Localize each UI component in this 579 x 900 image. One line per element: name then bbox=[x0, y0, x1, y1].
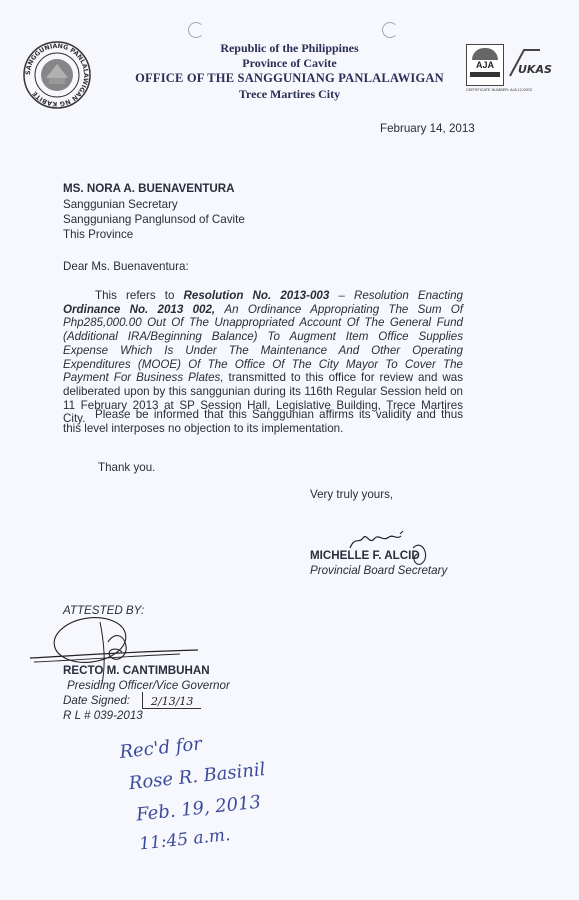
header-city: Trece Martires City bbox=[238, 87, 341, 101]
salutation: Dear Ms. Buenaventura: bbox=[63, 260, 189, 273]
ordinance-title: An Ordinance Appropriating The Sum Of Php285,000.00 Out Of The Unappropriated Account Of The General Fund (Additional IRA/Beginning Balance) To Augment Item Office Supplies Expense Which Is Under The Maintenance And Other Operating Expenditures (MOOE) Of The Office Of The City Mayor To Cover The Payment For Business Plates, bbox=[63, 302, 463, 385]
svg-text:SANGGUNIANG PANLALAWIGAN NG KA: SANGGUNIANG PANLALAWIGAN NG KABITE bbox=[24, 42, 90, 108]
attested-label: ATTESTED BY: bbox=[63, 604, 145, 617]
svg-text:UKAS: UKAS bbox=[518, 63, 552, 76]
recipient-name: MS. NORA A. BUENAVENTURA bbox=[63, 182, 235, 195]
ordinance-number: Ordinance No. 2013 002, bbox=[63, 302, 216, 316]
aja-logo: AJA bbox=[466, 44, 504, 86]
signatory-name: MICHELLE F. ALCID bbox=[310, 549, 420, 562]
header-office: OFFICE OF THE SANGGUNIANG PANLALAWIGAN bbox=[135, 71, 444, 85]
date-signed-label: Date Signed: bbox=[63, 694, 131, 707]
handwritten-line-1: Rec'd for bbox=[118, 733, 203, 763]
resolution-number: Resolution No. 2013-003 bbox=[183, 289, 330, 302]
attester-title: Presiding Officer/Vice Governor bbox=[67, 679, 230, 692]
handwritten-line-2: Rose R. Basinil bbox=[127, 758, 267, 795]
rl-number: R L # 039-2013 bbox=[63, 709, 143, 722]
handwritten-receipt-note bbox=[100, 715, 333, 877]
recipient-office: Sangguniang Panglunsod of Cavite bbox=[63, 213, 245, 226]
handwritten-line-3: Feb. 19, 2013 bbox=[135, 791, 262, 826]
letter-date: February 14, 2013 bbox=[380, 122, 475, 135]
header-province: Province of Cavite bbox=[242, 56, 337, 70]
signatory-title: Provincial Board Secretary bbox=[310, 564, 448, 577]
thank-you: Thank you. bbox=[98, 461, 156, 474]
header-country: Republic of the Philippines bbox=[220, 41, 359, 55]
body-paragraph-2: Please be informed that this Sanggunian affirms its validity and thus this level interposes no objection to its implementation. bbox=[63, 408, 463, 435]
closing: Very truly yours, bbox=[310, 488, 394, 501]
recipient-title: Sanggunian Secretary bbox=[63, 198, 178, 211]
binder-hole-right bbox=[382, 22, 398, 38]
attester-name: RECTO M. CANTIMBUHAN bbox=[63, 664, 210, 677]
handwritten-line-4: 11:45 a.m. bbox=[138, 824, 232, 855]
certification-logo bbox=[462, 44, 552, 94]
date-signed-value: 2/13/13 bbox=[142, 692, 201, 709]
ukas-logo bbox=[506, 46, 552, 82]
recipient-location: This Province bbox=[63, 228, 134, 241]
body-paragraph-1: This refers to Resolution No. 2013-003 – Resolution Enacting Ordinance No. 2013 002, An Ordinance Appropriating The Sum Of Php285,000.00 Out Of The Unappropriated Account Of The General Fund (Additional IRA/Beginning Balance) To Augment Item Office Supplies Expense Which Is Under The Maintenance And Other Operating Expenditures (MOOE) Of The Office Of The City Mayor To Cover The Payment For Business Plates, transmitted to this office for review and was deliberated upon by this sanggunian during its 116th Regular Session held on 11 February 2013 at SP Session Hall, Legislative Building, Trece Martires City. bbox=[63, 289, 463, 426]
certificate-number: CERTIFICATE NUMBER: AJA 12-0003 bbox=[466, 88, 532, 92]
binder-hole-left bbox=[188, 22, 204, 38]
